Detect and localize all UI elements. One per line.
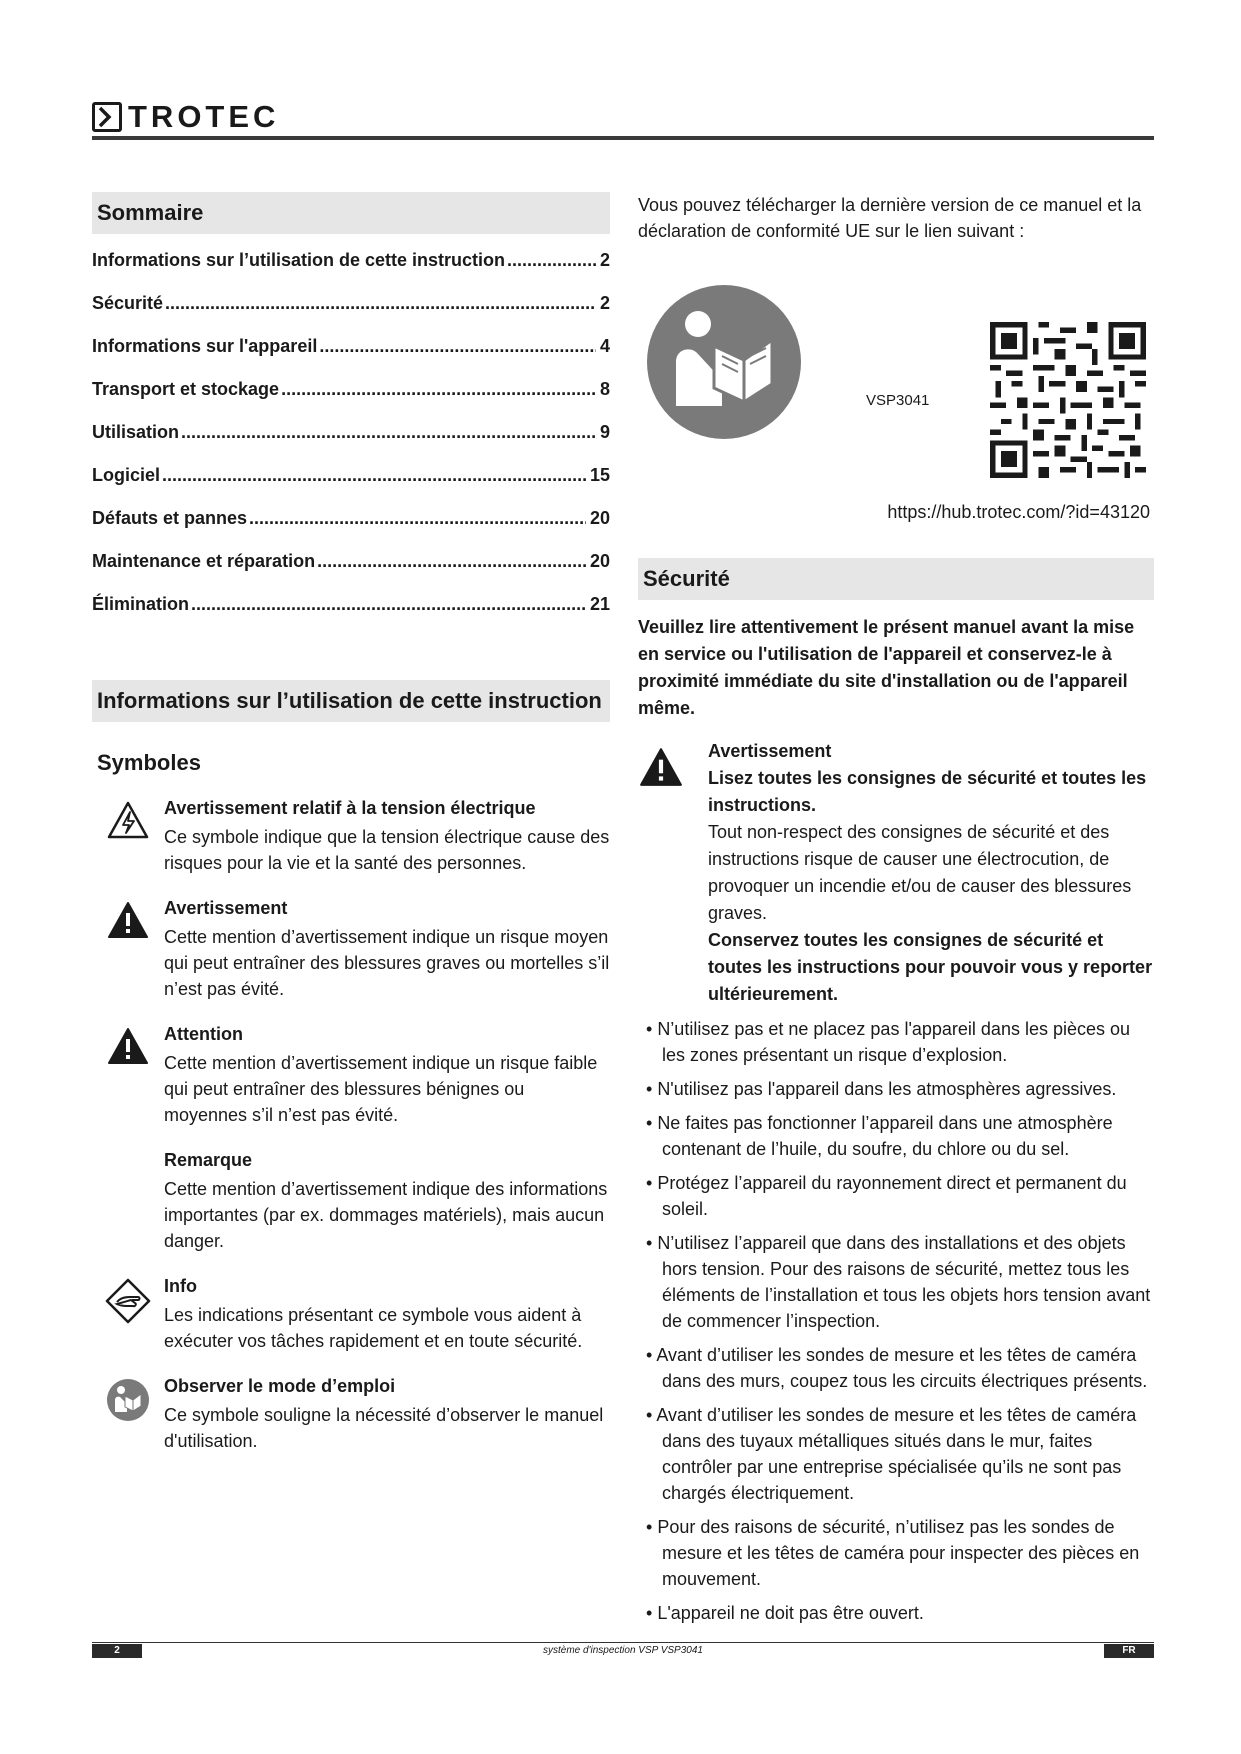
header-rule [92, 136, 1154, 140]
symbols-heading: Symboles [97, 750, 201, 775]
symbol-entry [92, 796, 610, 876]
warning-keep-instructions: Conservez toutes les consignes de sécurité et toutes les instructions pour pouvoir vous y reporter ultérieurement. [708, 930, 1153, 1004]
download-intro: Vous pouvez télécharger la dernière version de ce manuel et la déclaration de conformité UE sur le lien suivant : [638, 195, 1142, 241]
info-hand-icon [92, 1274, 164, 1354]
warning-title: Avertissement [708, 741, 832, 761]
toc-entry-page: 4 [599, 336, 610, 356]
left-column [92, 192, 610, 1454]
footer-page-number: 2 [92, 1644, 142, 1658]
toc-entry[interactable] [92, 508, 610, 551]
toc-entry-page: 20 [589, 551, 610, 571]
symbol-entry [92, 1148, 610, 1254]
list-item: • Avant d’utiliser les sondes de mesure et les têtes de caméra dans des tuyaux métalliques situés dans le mur, faites contrôler par une entreprise spécialisée qu’ils ne sont pas chargés électriquement. [638, 1402, 1154, 1506]
trotec-logo-icon [92, 102, 122, 132]
safety-heading: Sécurité [638, 558, 1154, 600]
symbol-title: Attention [164, 1024, 243, 1044]
toc-entry[interactable] [92, 465, 610, 508]
warning-instruction: Lisez toutes les consignes de sécurité et toutes les instructions. [708, 768, 1147, 815]
toc-entry-title: Informations sur l’utilisation de cette instruction [92, 250, 506, 270]
toc-entry[interactable] [92, 594, 610, 637]
toc-entry-title: Défauts et pannes [92, 508, 248, 528]
toc-entry[interactable] [92, 551, 610, 594]
page-footer [92, 1642, 1154, 1657]
symbol-description: Cette mention d’avertissement indique un risque faible qui peut entraîner des blessures bénignes ou moyennes s’il n’est pas évité. [164, 1053, 598, 1125]
toc-entry[interactable] [92, 422, 610, 465]
toc-entry-title: Informations sur l'appareil [92, 336, 318, 356]
toc-entry-page: 9 [599, 422, 610, 442]
list-item: • L'appareil ne doit pas être ouvert. [638, 1600, 1154, 1626]
symbol-entry [92, 1274, 610, 1354]
toc-entry-page: 20 [589, 508, 610, 528]
toc-entry-title: Utilisation [92, 422, 180, 442]
toc-entry-page: 2 [599, 250, 610, 270]
symbol-description: Les indications présentant ce symbole vous aident à exécuter vos tâches rapidement et en toute sécurité. [164, 1305, 583, 1351]
download-url-link[interactable]: https://hub.trotec.com/?id=43120 [887, 502, 1150, 522]
toc-entry-page: 2 [599, 293, 610, 313]
list-item: • N'utilisez pas l'appareil dans les atmosphères agressives. [638, 1076, 1154, 1102]
toc-entry-title: Sécurité [92, 293, 164, 313]
symbol-description: Ce symbole indique que la tension électrique cause des risques pour la vie et la santé des personnes. [164, 827, 610, 873]
toc-entry[interactable] [92, 336, 610, 379]
footer-language: FR [1104, 1644, 1154, 1658]
electric-warning-icon [92, 796, 164, 876]
symbol-description: Cette mention d’avertissement indique des informations importantes (par ex. dommages matériels), mais aucun danger. [164, 1179, 608, 1251]
toc-entry-title: Transport et stockage [92, 379, 280, 399]
download-area [638, 244, 1154, 522]
list-item: • Avant d’utiliser les sondes de mesure et les têtes de caméra dans des murs, coupez tous les circuits électriques présents. [638, 1342, 1154, 1394]
read-manual-icon [92, 1374, 164, 1454]
symbol-entry [92, 1374, 610, 1454]
toc-heading: Sommaire [92, 192, 610, 234]
symbol-description: Cette mention d’avertissement indique un risque moyen qui peut entraîner des blessures graves ou mortelles s’il n’est pas évité. [164, 927, 610, 999]
warning-text: Tout non-respect des consignes de sécurité et des instructions risque de causer une électrocution, de provoquer un incendie et/ou de causer des blessures graves. [708, 822, 1132, 923]
right-column [638, 192, 1154, 1634]
toc-entry-page: 8 [599, 379, 610, 399]
symbol-entry [92, 1022, 610, 1128]
brand-name: TROTEC [128, 99, 280, 134]
info-section-heading: Informations sur l’utilisation de cette instruction [92, 680, 610, 722]
warning-icon [92, 896, 164, 1002]
toc-entry-title: Maintenance et réparation [92, 551, 316, 571]
symbol-title: Avertissement relatif à la tension électrique [164, 798, 536, 818]
toc-entry-title: Logiciel [92, 465, 161, 485]
symbol-title: Info [164, 1276, 197, 1296]
symbol-title: Avertissement [164, 898, 288, 918]
toc-entry-title: Élimination [92, 594, 190, 614]
list-item: • Ne faites pas fonctionner l’appareil dans une atmosphère contenant de l’huile, du soufre, du chlore ou du sel. [638, 1110, 1154, 1162]
caution-icon [92, 1022, 164, 1128]
symbol-entry [92, 896, 610, 1002]
symbol-title: Remarque [164, 1150, 253, 1170]
toc-entry-page: 21 [589, 594, 610, 614]
list-item: • Protégez l’appareil du rayonnement direct et permanent du soleil. [638, 1170, 1154, 1222]
toc-entry[interactable] [92, 379, 610, 422]
list-item: • N’utilisez pas et ne placez pas l'appareil dans les pièces ou les zones présentant un risque d’explosion. [638, 1016, 1154, 1068]
model-label: VSP3041 [866, 392, 930, 409]
toc-entry-page: 15 [589, 465, 610, 485]
safety-intro: Veuillez lire attentivement le présent manuel avant la mise en service ou l'utilisation de l'appareil et conservez-le à proximité immédiate du site d'installation ou de l'appareil même. [638, 617, 1135, 718]
symbol-title: Observer le mode d’emploi [164, 1376, 396, 1396]
qr-code[interactable] [990, 322, 1146, 483]
brand-logo [92, 100, 279, 134]
warning-icon [638, 738, 708, 1008]
safety-warning [638, 738, 1154, 1008]
symbol-description: Ce symbole souligne la nécessité d’observer le manuel d'utilisation. [164, 1405, 604, 1451]
toc-entry[interactable] [92, 250, 610, 293]
footer-doc-title: système d'inspection VSP VSP3041 [543, 1645, 703, 1656]
toc-entry[interactable] [92, 293, 610, 336]
list-item: • N’utilisez l’appareil que dans des installations et des objets hors tension. Pour des raisons de sécurité, mettez tous les éléments de l’installation et tous les objets hors tension avant de commencer l’inspection. [638, 1230, 1154, 1334]
safety-list [638, 1016, 1154, 1626]
read-manual-icon [646, 284, 802, 445]
list-item: • Pour des raisons de sécurité, n’utilisez pas les sondes de mesure et les têtes de caméra pour inspecter des pièces en mouvement. [638, 1514, 1154, 1592]
table-of-contents [92, 250, 610, 637]
